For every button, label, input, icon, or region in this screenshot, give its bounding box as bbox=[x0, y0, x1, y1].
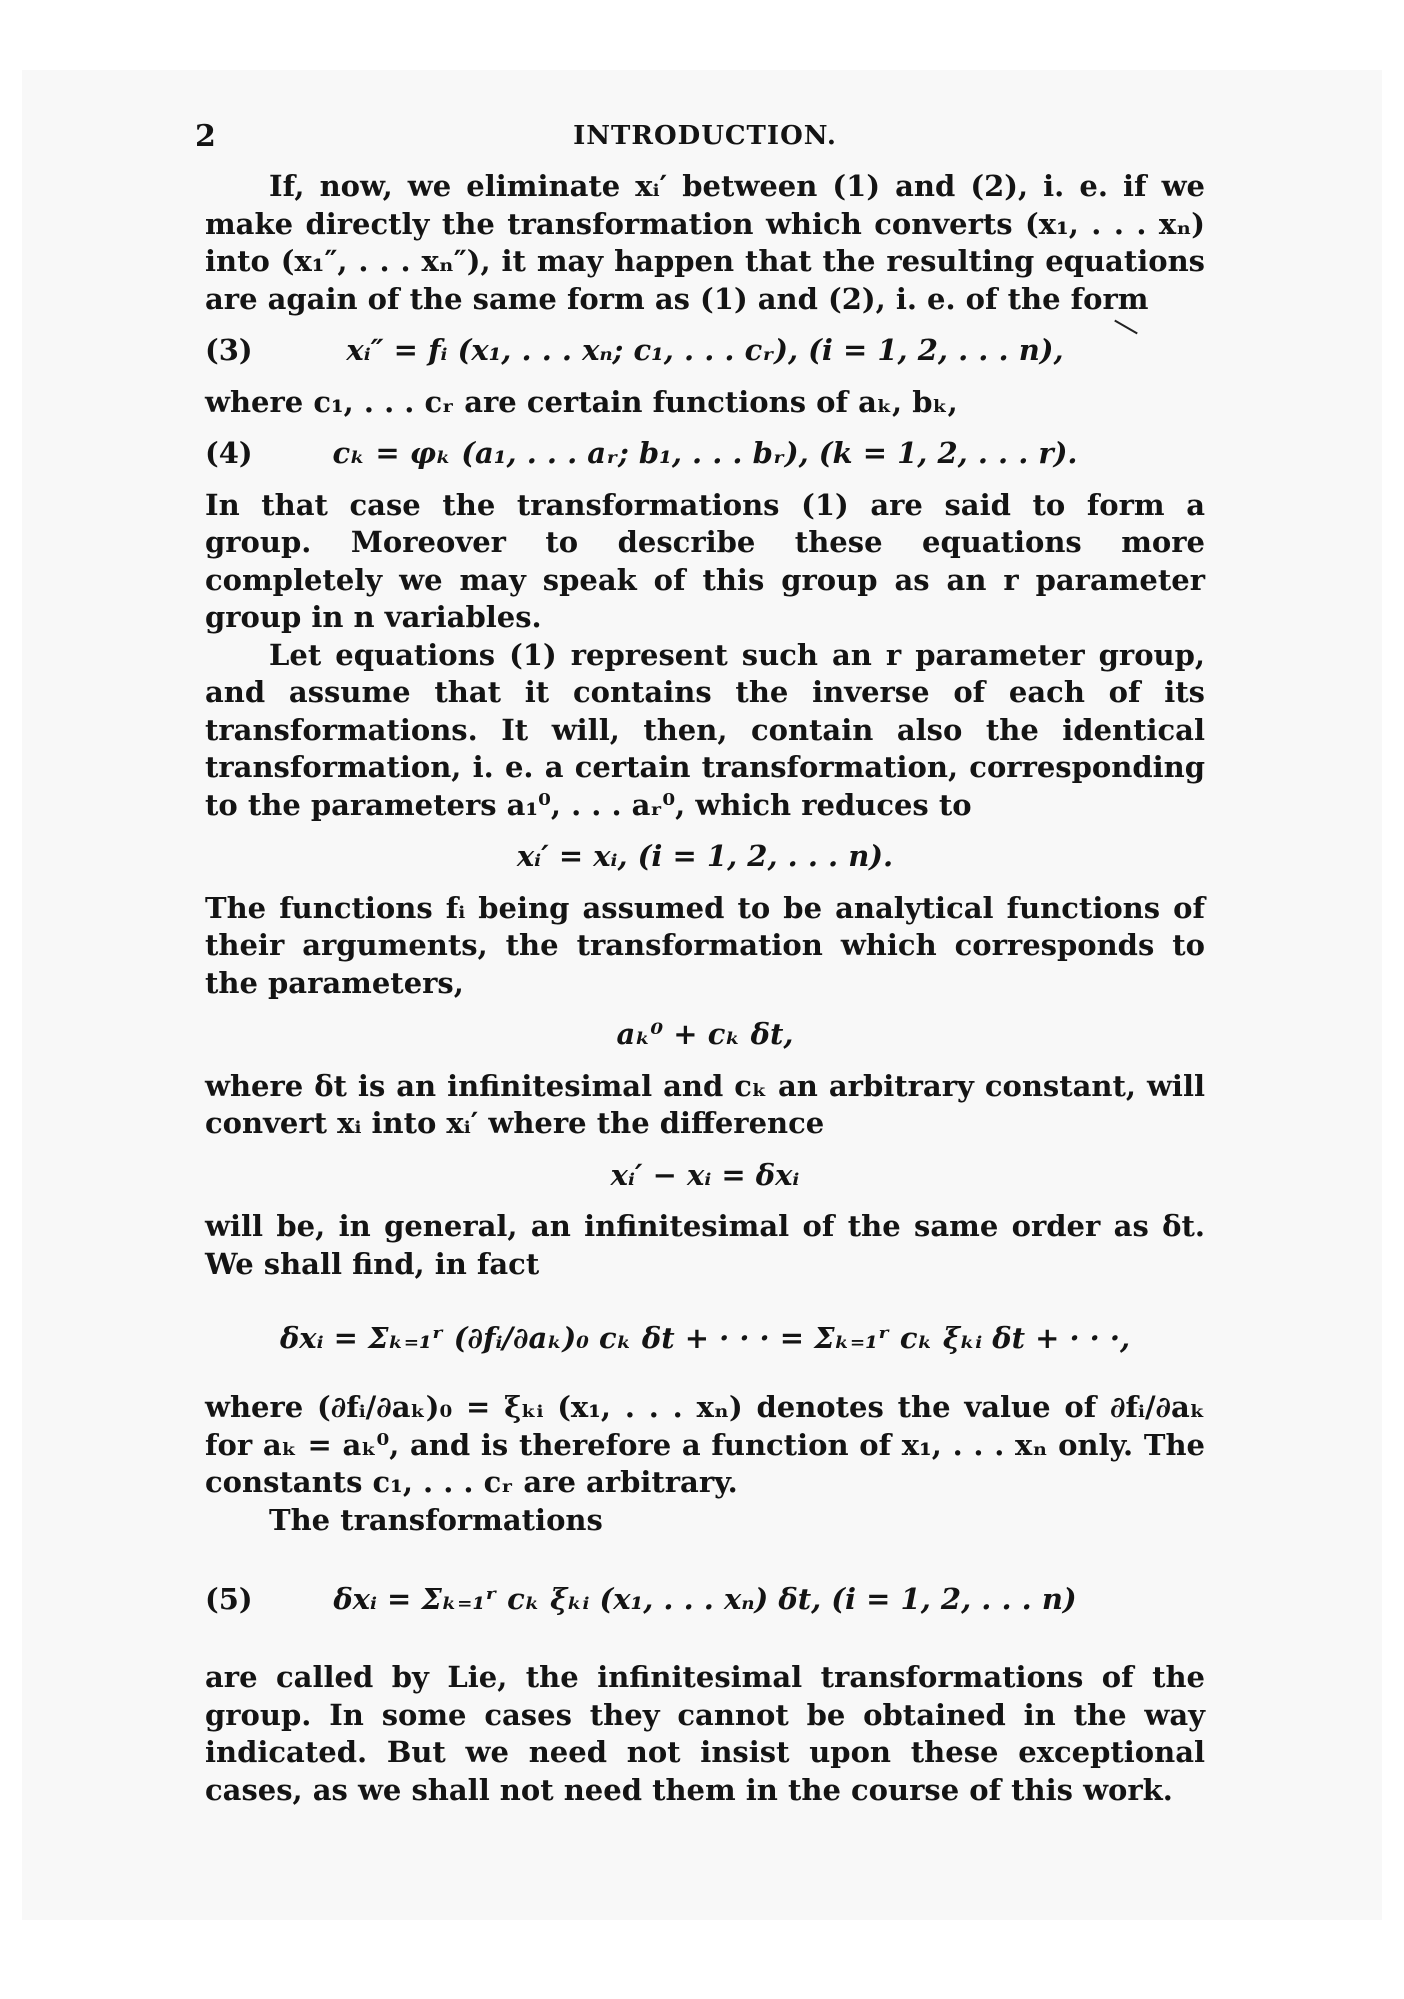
equation-sum bbox=[205, 1293, 1205, 1383]
page-content bbox=[195, 118, 1205, 1809]
equation-identity bbox=[205, 838, 1205, 876]
equation-3 bbox=[205, 332, 1205, 370]
paragraph-2: where c₁, . . . cᵣ are certain functions of aₖ, bₖ, bbox=[205, 384, 958, 419]
equation-4 bbox=[205, 435, 1205, 473]
running-header bbox=[195, 118, 1205, 168]
paragraph-6: where δt is an infinitesimal and cₖ an arbitrary constant, will convert xᵢ into xᵢ′ where the difference bbox=[205, 1068, 1205, 1140]
paragraph-10: are called by Lie, the infinitesimal transformations of the group. In some cases they cannot be obtained in the way indicated. But we need not insist upon these exceptional cases, as we shall not need them in the course of this work. bbox=[205, 1660, 1205, 1807]
equation-identity-body: xᵢ′ = xᵢ, (i = 1, 2, . . . n). bbox=[516, 839, 894, 873]
paragraph-4: Let equations (1) represent such an r parameter group, and assume that it contains the inverse of each of its transformations. It will, then, contain also the identical transformation, i. e. a certain transformation, corresponding to the parameters a₁⁰, . . . aᵣ⁰, which reduces to bbox=[205, 637, 1205, 822]
page-number: 2 bbox=[195, 119, 216, 154]
equation-5 bbox=[205, 1549, 1205, 1649]
equation-parameters-body: aₖ⁰ + cₖ δt, bbox=[616, 1017, 794, 1051]
equation-difference bbox=[205, 1157, 1205, 1195]
equation-sum-body: δxᵢ = Σₖ₌₁ʳ (∂fᵢ/∂aₖ)₀ cₖ δt + · · · = Σₖ₌₁ʳ cₖ ξₖᵢ δt + · · ·, bbox=[279, 1321, 1131, 1355]
equation-3-number: (3) bbox=[205, 333, 253, 367]
equation-difference-body: xᵢ′ − xᵢ = δxᵢ bbox=[610, 1157, 800, 1192]
equation-3-body: xᵢ″ = fᵢ (x₁, . . . xₙ; c₁, . . . cᵣ), (i = 1, 2, . . . n), bbox=[346, 333, 1064, 367]
equation-4-body: cₖ = φₖ (a₁, . . . aᵣ; b₁, . . . bᵣ), (k = 1, 2, . . . r). bbox=[332, 436, 1078, 470]
paragraph-3: In that case the transformations (1) are said to form a group. Moreover to describe these equations more completely we may speak of this group as an r parameter group in n variables. bbox=[205, 487, 1205, 634]
equation-4-number: (4) bbox=[205, 436, 253, 470]
paragraph-9: The transformations bbox=[269, 1502, 603, 1537]
paragraph-7: will be, in general, an infinitesimal of the same order as δt. We shall find, in fact bbox=[205, 1209, 1205, 1281]
paragraph-1: If, now, we eliminate xᵢ′ between (1) and (2), i. e. if we make directly the transformation which converts (x₁, . . . xₙ) into (x₁″, . . . xₙ″), it may happen that the resulting equations are again of the same form as (1) and (2), i. e. of the form bbox=[205, 169, 1205, 316]
equation-parameters bbox=[205, 1016, 1205, 1054]
paragraph-5: The functions fᵢ being assumed to be analytical functions of their arguments, the transformation which corresponds to the parameters, bbox=[205, 890, 1205, 1000]
equation-5-body: δxᵢ = Σₖ₌₁ʳ cₖ ξₖᵢ (x₁, . . . xₙ) δt, (i = 1, 2, . . . n) bbox=[333, 1582, 1077, 1616]
running-title: INTRODUCTION. bbox=[573, 121, 837, 151]
equation-5-number: (5) bbox=[205, 1582, 253, 1616]
paragraph-8: where (∂fᵢ/∂aₖ)₀ = ξₖᵢ (x₁, . . . xₙ) denotes the value of ∂fᵢ/∂aₖ for aₖ = aₖ⁰, and is therefore a function of x₁, . . . xₙ only. The constants c₁, . . . cᵣ are arbitrary. bbox=[205, 1390, 1205, 1499]
